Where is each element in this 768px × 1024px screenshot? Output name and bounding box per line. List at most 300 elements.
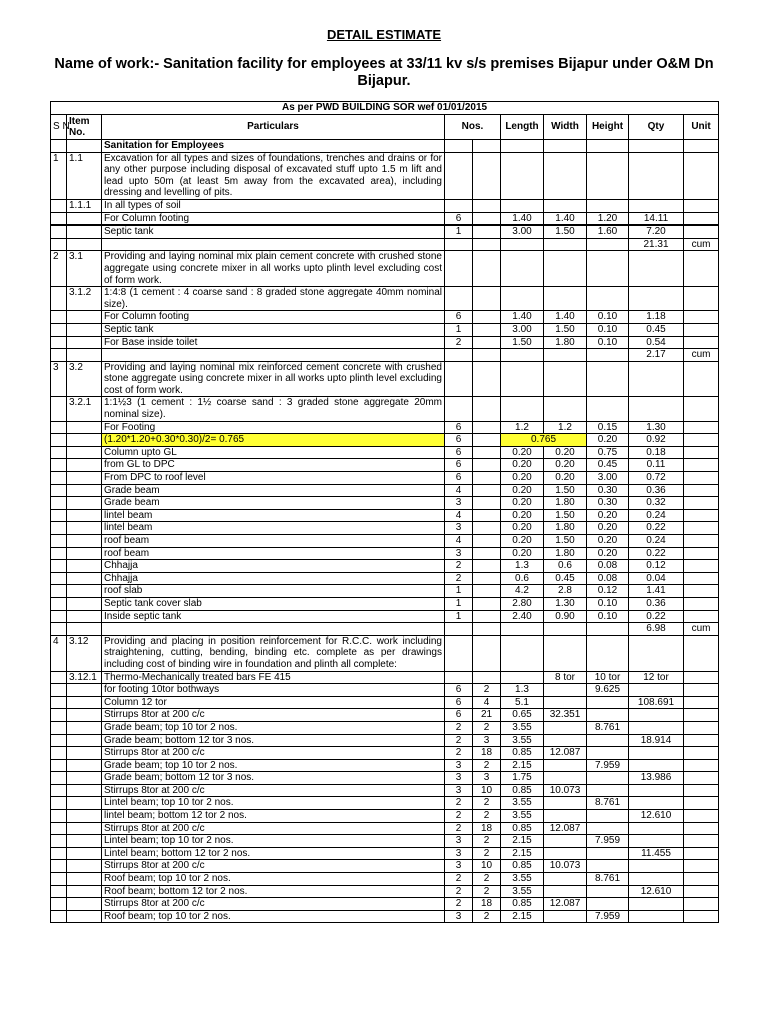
sn-cell [51, 560, 67, 573]
nos-cell: 6 [445, 421, 473, 434]
particulars-cell: Column upto GL [102, 446, 445, 459]
height-cell [587, 734, 629, 747]
height-cell: 0.10 [587, 311, 629, 324]
particulars-cell: Stirrups 8tor at 200 c/c [102, 822, 445, 835]
sn-cell [51, 349, 67, 362]
table-row [51, 287, 719, 311]
width-cell [544, 199, 587, 212]
nos-sub-cell [473, 434, 501, 447]
qty-cell [629, 721, 684, 734]
table-row [51, 684, 719, 697]
unit-cell [684, 885, 719, 898]
length-cell: 5.1 [501, 696, 544, 709]
unit-cell [684, 226, 719, 239]
width-cell: 1.50 [544, 484, 587, 497]
item-no-cell [67, 497, 102, 510]
item-no-cell [67, 759, 102, 772]
table-row [51, 484, 719, 497]
nos-cell: 3 [445, 522, 473, 535]
sn-cell [51, 572, 67, 585]
column-header-row [51, 115, 719, 140]
particulars-cell: Thermo-Mechanically treated bars FE 415 [102, 671, 445, 684]
length-cell: 1.50 [501, 336, 544, 349]
item-no-cell [67, 822, 102, 835]
particulars-cell: Lintel beam; bottom 12 tor 2 nos. [102, 847, 445, 860]
sn-cell [51, 472, 67, 485]
width-cell: 10.073 [544, 784, 587, 797]
qty-cell: 0.11 [629, 459, 684, 472]
width-cell: 0.20 [544, 446, 587, 459]
nos-cell: 6 [445, 709, 473, 722]
width-cell: 1.80 [544, 522, 587, 535]
length-cell: 1.75 [501, 772, 544, 785]
unit-cell [684, 898, 719, 911]
width-cell [544, 635, 587, 671]
item-no-cell: 3.12.1 [67, 671, 102, 684]
length-cell: 0.20 [501, 484, 544, 497]
particulars-cell: Roof beam; bottom 12 tor 2 nos. [102, 885, 445, 898]
unit-cell [684, 251, 719, 287]
width-cell [544, 696, 587, 709]
width-cell [544, 251, 587, 287]
item-no-cell [67, 623, 102, 636]
nos-cell: 2 [445, 572, 473, 585]
qty-cell: 0.22 [629, 547, 684, 560]
width-cell [544, 810, 587, 823]
header-unit: Unit [684, 115, 719, 140]
table-row [51, 226, 719, 239]
height-cell [587, 847, 629, 860]
table-row [51, 910, 719, 923]
nos-sub-cell [473, 535, 501, 548]
qty-cell [629, 397, 684, 421]
qty-cell: 108.691 [629, 696, 684, 709]
item-no-cell [67, 472, 102, 485]
nos-sub-cell [473, 421, 501, 434]
nos-sub-cell: 2 [473, 873, 501, 886]
nos-sub-cell [473, 560, 501, 573]
width-cell [544, 835, 587, 848]
qty-cell: 12 tor [629, 671, 684, 684]
width-cell: 12.087 [544, 822, 587, 835]
nos-sub-cell [473, 336, 501, 349]
unit-cell [684, 535, 719, 548]
table-row [51, 885, 719, 898]
table-row [51, 560, 719, 573]
nos-sub-cell: 2 [473, 684, 501, 697]
nos-sub-cell [473, 484, 501, 497]
nos-sub-cell [473, 547, 501, 560]
width-cell [544, 349, 587, 362]
particulars-cell: Providing and laying nominal mix reinforced cement concrete with crushed stone aggregate using concrete mixer in all works upto plinth level excluding cost of form work. [102, 361, 445, 397]
nos-sub-cell: 2 [473, 759, 501, 772]
width-cell [544, 797, 587, 810]
height-cell: 8.761 [587, 797, 629, 810]
nos-sub-cell: 2 [473, 721, 501, 734]
item-no-cell [67, 547, 102, 560]
item-no-cell [67, 847, 102, 860]
table-row [51, 238, 719, 251]
particulars-cell: Chhajja [102, 572, 445, 585]
particulars-cell: 1:4:8 (1 cement : 4 coarse sand : 8 graded stone aggregate 40mm nominal size). [102, 287, 445, 311]
item-no-cell [67, 747, 102, 760]
particulars-cell: Roof beam; top 10 tor 2 nos. [102, 910, 445, 923]
nos-sub-cell [473, 238, 501, 251]
header-nos: Nos. [445, 115, 501, 140]
sn-cell [51, 585, 67, 598]
table-row [51, 522, 719, 535]
height-cell: 8.761 [587, 721, 629, 734]
nos-cell: 3 [445, 847, 473, 860]
qty-cell [629, 784, 684, 797]
qty-cell [629, 822, 684, 835]
sn-cell [51, 822, 67, 835]
item-no-cell [67, 509, 102, 522]
length-cell: 2.15 [501, 910, 544, 923]
qty-cell: 0.24 [629, 535, 684, 548]
height-cell: 7.959 [587, 910, 629, 923]
length-cell [501, 287, 544, 311]
sn-cell [51, 797, 67, 810]
table-row [51, 212, 719, 225]
table-row [51, 349, 719, 362]
unit-cell [684, 696, 719, 709]
unit-cell [684, 721, 719, 734]
nos-sub-cell: 2 [473, 835, 501, 848]
particulars-cell: Grade beam; bottom 12 tor 3 nos. [102, 734, 445, 747]
particulars-cell: Lintel beam; top 10 tor 2 nos. [102, 797, 445, 810]
item-no-cell [67, 572, 102, 585]
particulars-cell: Stirrups 8tor at 200 c/c [102, 709, 445, 722]
height-cell: 0.20 [587, 509, 629, 522]
item-no-cell [67, 721, 102, 734]
unit-cell [684, 635, 719, 671]
header-height: Height [587, 115, 629, 140]
nos-cell [445, 140, 473, 153]
particulars-cell: Septic tank [102, 226, 445, 239]
item-no-cell [67, 898, 102, 911]
height-cell: 1.20 [587, 212, 629, 225]
nos-sub-cell [473, 152, 501, 199]
particulars-cell [102, 623, 445, 636]
sn-cell [51, 734, 67, 747]
sn-cell [51, 885, 67, 898]
nos-cell: 6 [445, 472, 473, 485]
length-cell: 0.6 [501, 572, 544, 585]
unit-cell [684, 772, 719, 785]
sn-cell [51, 140, 67, 153]
width-cell: 1.40 [544, 311, 587, 324]
item-no-cell [67, 910, 102, 923]
nos-cell: 3 [445, 860, 473, 873]
height-cell: 1.60 [587, 226, 629, 239]
unit-cell [684, 860, 719, 873]
width-cell: 2.8 [544, 585, 587, 598]
width-cell [544, 772, 587, 785]
qty-cell: 0.32 [629, 497, 684, 510]
length-cell [501, 238, 544, 251]
particulars-cell: lintel beam [102, 509, 445, 522]
unit-cell [684, 472, 719, 485]
sn-cell: 2 [51, 251, 67, 287]
length-cell: 3.00 [501, 226, 544, 239]
height-cell: 0.30 [587, 497, 629, 510]
height-cell: 7.959 [587, 759, 629, 772]
qty-cell: 0.12 [629, 560, 684, 573]
nos-cell: 2 [445, 747, 473, 760]
unit-cell [684, 784, 719, 797]
qty-cell [629, 759, 684, 772]
nos-cell: 4 [445, 484, 473, 497]
particulars-cell: From DPC to roof level [102, 472, 445, 485]
particulars-cell: Stirrups 8tor at 200 c/c [102, 784, 445, 797]
particulars-cell: Stirrups 8tor at 200 c/c [102, 747, 445, 760]
sn-cell [51, 238, 67, 251]
table-row [51, 797, 719, 810]
height-cell [587, 885, 629, 898]
item-no-cell [67, 484, 102, 497]
nos-cell: 2 [445, 822, 473, 835]
qty-cell [629, 287, 684, 311]
table-row [51, 361, 719, 397]
unit-cell [684, 747, 719, 760]
width-cell [544, 734, 587, 747]
length-cell: 2.15 [501, 835, 544, 848]
particulars-cell: Column 12 tor [102, 696, 445, 709]
sn-cell [51, 484, 67, 497]
sn-cell [51, 671, 67, 684]
nos-sub-cell: 18 [473, 898, 501, 911]
particulars-cell: For Column footing [102, 212, 445, 225]
width-cell: 0.6 [544, 560, 587, 573]
nos-cell: 3 [445, 759, 473, 772]
item-no-cell [67, 535, 102, 548]
particulars-cell: Stirrups 8tor at 200 c/c [102, 860, 445, 873]
particulars-cell [102, 349, 445, 362]
nos-cell: 1 [445, 585, 473, 598]
particulars-cell: lintel beam; bottom 12 tor 2 nos. [102, 810, 445, 823]
sn-cell [51, 860, 67, 873]
particulars-cell: lintel beam [102, 522, 445, 535]
length-cell: 0.765 [501, 434, 587, 447]
table-row [51, 734, 719, 747]
height-cell [587, 635, 629, 671]
length-cell: 0.20 [501, 472, 544, 485]
nos-sub-cell: 21 [473, 709, 501, 722]
length-cell: 1.40 [501, 212, 544, 225]
table-row [51, 323, 719, 336]
qty-cell [629, 199, 684, 212]
item-no-cell [67, 226, 102, 239]
height-cell [587, 747, 629, 760]
unit-cell [684, 585, 719, 598]
length-cell: 0.20 [501, 446, 544, 459]
particulars-cell: Grade beam [102, 497, 445, 510]
nos-sub-cell: 2 [473, 885, 501, 898]
height-cell [587, 251, 629, 287]
width-cell [544, 152, 587, 199]
sn-cell [51, 784, 67, 797]
table-row [51, 810, 719, 823]
item-no-cell [67, 597, 102, 610]
unit-cell [684, 509, 719, 522]
width-cell: 1.50 [544, 535, 587, 548]
table-row [51, 140, 719, 153]
nos-cell: 6 [445, 696, 473, 709]
table-row [51, 199, 719, 212]
particulars-cell: Grade beam [102, 484, 445, 497]
item-no-cell [67, 709, 102, 722]
unit-cell [684, 572, 719, 585]
nos-cell [445, 152, 473, 199]
nos-sub-cell [473, 446, 501, 459]
height-cell [587, 709, 629, 722]
length-cell [501, 623, 544, 636]
unit-cell [684, 610, 719, 623]
particulars-cell: (1.20*1.20+0.30*0.30)/2= 0.765 [102, 434, 445, 447]
qty-cell [629, 251, 684, 287]
sn-cell [51, 397, 67, 421]
height-cell [587, 152, 629, 199]
sn-cell [51, 311, 67, 324]
item-no-cell [67, 421, 102, 434]
nos-cell [445, 671, 473, 684]
nos-cell: 1 [445, 597, 473, 610]
length-cell: 3.55 [501, 734, 544, 747]
width-cell [544, 885, 587, 898]
qty-cell: 13.986 [629, 772, 684, 785]
nos-sub-cell [473, 671, 501, 684]
sn-cell [51, 898, 67, 911]
nos-cell: 2 [445, 898, 473, 911]
nos-sub-cell [473, 199, 501, 212]
unit-cell [684, 287, 719, 311]
item-no-cell [67, 459, 102, 472]
sn-cell [51, 747, 67, 760]
qty-cell: 0.18 [629, 446, 684, 459]
unit-cell [684, 671, 719, 684]
qty-cell [629, 140, 684, 153]
unit-cell [684, 459, 719, 472]
nos-cell: 1 [445, 226, 473, 239]
table-row [51, 822, 719, 835]
nos-cell: 3 [445, 835, 473, 848]
width-cell [544, 684, 587, 697]
length-cell: 0.85 [501, 784, 544, 797]
qty-cell: 21.31 [629, 238, 684, 251]
header-particulars: Particulars [102, 115, 445, 140]
width-cell: 12.087 [544, 898, 587, 911]
nos-cell: 2 [445, 810, 473, 823]
width-cell [544, 623, 587, 636]
nos-sub-cell [473, 610, 501, 623]
height-cell: 0.20 [587, 547, 629, 560]
sn-cell [51, 434, 67, 447]
qty-cell: 18.914 [629, 734, 684, 747]
table-row [51, 311, 719, 324]
height-cell: 0.08 [587, 572, 629, 585]
width-cell [544, 140, 587, 153]
unit-cell [684, 336, 719, 349]
particulars-cell: Grade beam; top 10 tor 2 nos. [102, 759, 445, 772]
document-title: DETAIL ESTIMATE [326, 27, 442, 42]
height-cell: 0.10 [587, 323, 629, 336]
unit-cell [684, 759, 719, 772]
nos-cell [445, 623, 473, 636]
width-cell [544, 397, 587, 421]
length-cell: 3.55 [501, 810, 544, 823]
table-row [51, 459, 719, 472]
unit-cell: cum [684, 349, 719, 362]
unit-cell [684, 810, 719, 823]
unit-cell: cum [684, 238, 719, 251]
width-cell: 1.80 [544, 547, 587, 560]
table-row [51, 585, 719, 598]
table-row [51, 696, 719, 709]
qty-cell [629, 361, 684, 397]
table-row [51, 671, 719, 684]
header-length: Length [501, 115, 544, 140]
nos-cell: 2 [445, 734, 473, 747]
item-no-cell [67, 311, 102, 324]
item-no-cell [67, 734, 102, 747]
item-no-cell [67, 434, 102, 447]
table-row [51, 535, 719, 548]
length-cell: 3.00 [501, 323, 544, 336]
particulars-cell: Roof beam; top 10 tor 2 nos. [102, 873, 445, 886]
length-cell: 3.55 [501, 797, 544, 810]
qty-cell: 0.22 [629, 522, 684, 535]
height-cell [587, 784, 629, 797]
width-cell: 1.50 [544, 323, 587, 336]
item-no-cell [67, 349, 102, 362]
particulars-cell: for footing 10tor bothways [102, 684, 445, 697]
particulars-cell: 1:1½3 (1 cement : 1½ coarse sand : 3 graded stone aggregate 20mm nominal size). [102, 397, 445, 421]
nos-cell [445, 238, 473, 251]
height-cell: 3.00 [587, 472, 629, 485]
length-cell [501, 361, 544, 397]
nos-sub-cell [473, 585, 501, 598]
height-cell [587, 349, 629, 362]
height-cell: 9.625 [587, 684, 629, 697]
unit-cell [684, 835, 719, 848]
height-cell: 0.20 [587, 434, 629, 447]
item-no-cell [67, 323, 102, 336]
nos-cell: 2 [445, 797, 473, 810]
height-cell [587, 772, 629, 785]
qty-cell: 0.36 [629, 484, 684, 497]
width-cell [544, 238, 587, 251]
nos-sub-cell: 2 [473, 847, 501, 860]
nos-sub-cell [473, 323, 501, 336]
qty-cell: 0.22 [629, 610, 684, 623]
qty-cell: 6.98 [629, 623, 684, 636]
nos-sub-cell [473, 140, 501, 153]
height-cell: 0.08 [587, 560, 629, 573]
item-no-cell [67, 522, 102, 535]
length-cell: 3.55 [501, 873, 544, 886]
table-row [51, 759, 719, 772]
width-cell [544, 287, 587, 311]
nos-sub-cell [473, 287, 501, 311]
nos-cell: 2 [445, 560, 473, 573]
item-no-cell [67, 336, 102, 349]
table-row [51, 835, 719, 848]
length-cell [501, 140, 544, 153]
sn-cell [51, 835, 67, 848]
height-cell [587, 623, 629, 636]
height-cell [587, 860, 629, 873]
